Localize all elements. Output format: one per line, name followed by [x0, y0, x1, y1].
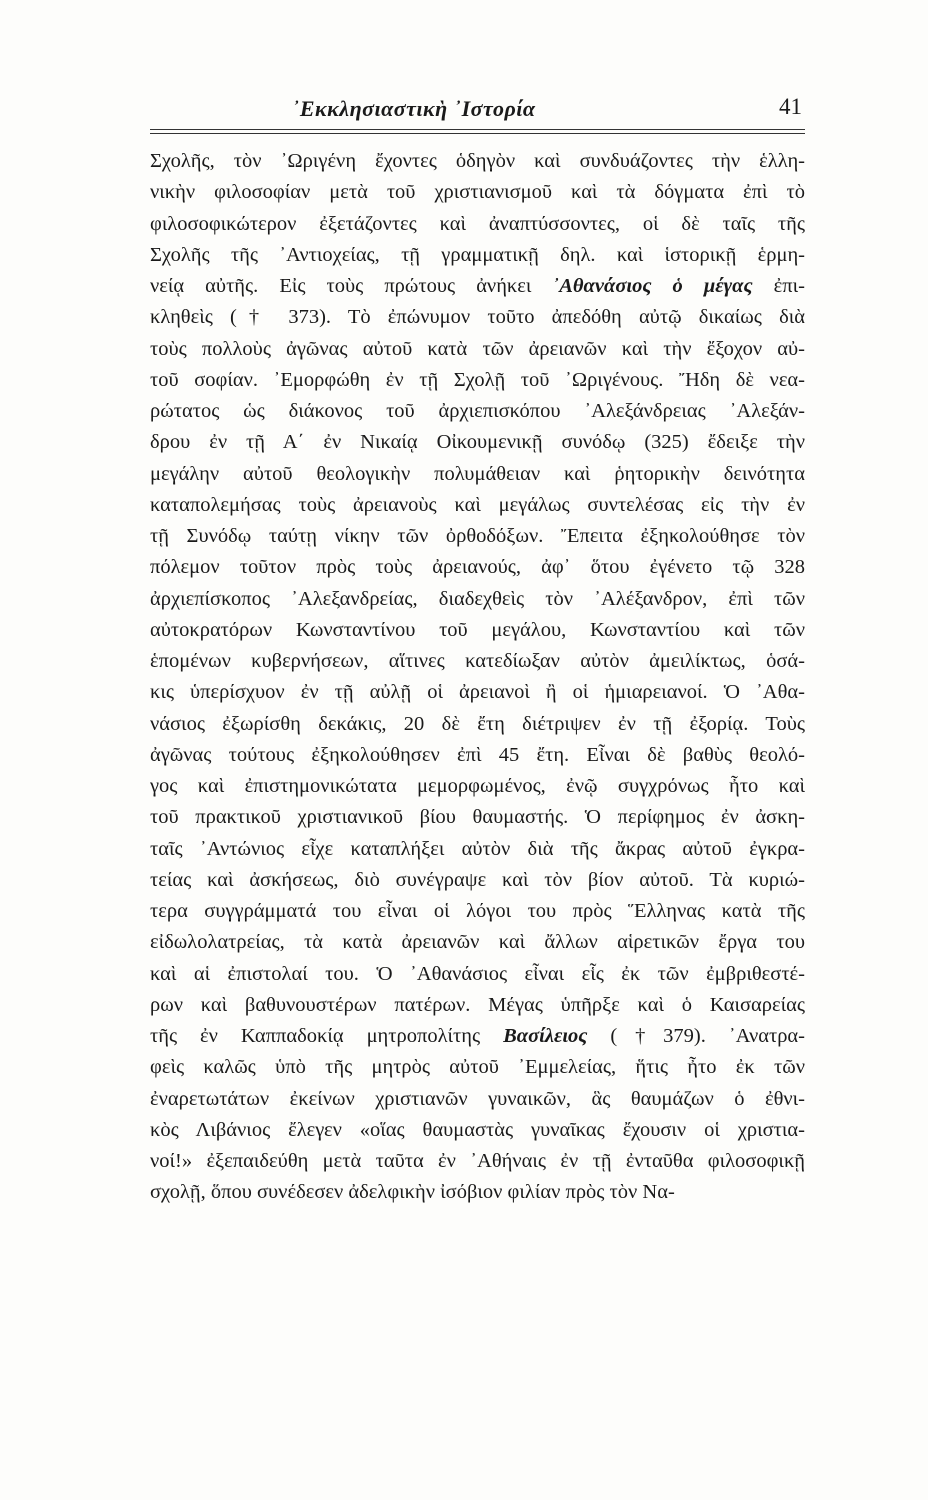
text-run: νοί!» ἐξεπαιδεύθη μετὰ ταῦτα ἐν ᾿Αθήναις ἐν τῇ ἐνταῦθα φιλοσοφικῇ — [150, 1150, 805, 1172]
text-line — [150, 427, 805, 458]
text-run: τοῦ πρακτικοῦ χριστιανικοῦ βίου θαυμαστής. Ὁ περίφημος ἐν ἀσκη- — [150, 806, 805, 829]
text-line — [150, 552, 805, 583]
text-run: καταπολεμήσας τοὺς ἀρειανοὺς καὶ μεγάλως συντελέσας εἰς τὴν ἐν — [150, 493, 805, 516]
running-title: ᾿Εκκλησιαστικὴ ᾿Ιστορία — [292, 96, 536, 121]
text-line — [150, 709, 805, 740]
text-run: ἀρχιεπίσκοπος ᾿Αλεξανδρείας, διαδεχθεὶς τὸν ᾿Αλέξανδρον, ἐπὶ τῶν — [150, 587, 805, 610]
text-run: φιλοσοφικώτερον ἐξετάζοντες καὶ ἀναπτύσσοντες, οἱ δὲ ταῖς τῆς — [150, 212, 805, 235]
emphasized-name: Βασίλειος — [503, 1025, 588, 1047]
text-line — [150, 521, 805, 552]
text-run: νάσιος ἐξωρίσθη δεκάκις, 20 δὲ ἔτη διέτριψεν ἐν τῇ ἐξορίᾳ. Τοὺς — [150, 712, 805, 735]
text-run: τείας καὶ ἀσκήσεως, διὸ συνέγραψε καὶ τὸν βίον αὐτοῦ. Τὰ κυριώ- — [150, 868, 805, 891]
text-line — [150, 990, 805, 1021]
text-line — [150, 771, 805, 802]
text-line — [150, 646, 805, 677]
text-run: ἀγῶνας τούτους ἐξηκολούθησεν ἐπὶ 45 ἔτη. Εἶναι δὲ βαθὺς θεολό- — [150, 743, 805, 766]
text-line — [150, 1146, 805, 1177]
text-line — [150, 240, 805, 271]
text-run: γος καὶ ἐπιστημονικώτατα μεμορφωμένος, ἐνῷ συγχρόνως ἦτο καὶ — [150, 775, 805, 797]
text-run: μεγάλην αὐτοῦ θεολογικὴν πολυμάθειαν καὶ ῥητορικὴν δεινότητα — [150, 462, 805, 485]
text-run: ταῖς ᾿Αντώνιος εἶχε καταπλήξει αὐτὸν διὰ τῆς ἄκρας αὐτοῦ ἐγκρα- — [150, 837, 805, 860]
text-line — [150, 677, 805, 708]
text-run: δρου ἐν τῇ Α΄ ἐν Νικαίᾳ Οἰκουμενικῇ συνόδῳ (325) ἔδειξε τὴν — [150, 431, 805, 454]
text-run: ἐπι- — [752, 275, 805, 297]
header-rule-top — [150, 129, 805, 130]
running-head — [150, 96, 850, 130]
text-run: καὶ αἱ ἐπιστολαί του. Ὁ ᾿Αθανάσιος εἶναι εἷς ἐκ τῶν ἐμβριθεστέ- — [150, 962, 805, 985]
text-run: νείᾳ αὐτῆς. Εἰς τοὺς πρώτους ἀνήκει — [150, 275, 553, 297]
text-line — [150, 1115, 805, 1146]
text-run: σχολῇ, ὅπου συνέδεσεν ἀδελφικὴν ἰσόβιον φιλίαν πρὸς τὸν Να- — [150, 1181, 675, 1204]
text-line — [150, 834, 805, 865]
text-run: Σχολῆς, τὸν ᾿Ωριγένη ἔχοντες ὁδηγὸν καὶ συνδυάζοντες τὴν ἑλλη- — [150, 150, 805, 172]
text-line — [150, 396, 805, 427]
text-line — [150, 927, 805, 958]
text-line — [150, 177, 805, 208]
text-run: τῆς ἐν Καππαδοκίᾳ μητροπολίτης — [150, 1025, 504, 1047]
text-run: κὸς Λιβάνιος ἔλεγεν «οἵας θαυμαστὰς γυναῖκας ἔχουσιν οἱ χριστια- — [150, 1118, 805, 1141]
text-line — [150, 490, 805, 521]
text-run: ἑπομένων κυβερνήσεων, αἵτινες κατεδίωξαν αὐτὸν ἀμειλίκτως, ὁσά- — [150, 650, 805, 672]
text-line — [150, 865, 805, 896]
text-run: νικὴν φιλοσοφίαν μετὰ τοῦ χριστιανισμοῦ καὶ τὰ δόγματα ἐπὶ τὸ — [150, 181, 805, 204]
text-line — [150, 896, 805, 927]
text-line — [150, 146, 805, 177]
page-number: 41 — [779, 94, 802, 119]
text-line — [150, 1052, 805, 1083]
text-run: κληθεὶς († 373). Τὸ ἐπώνυμον τοῦτο ἀπεδόθη αὐτῷ δικαίως διὰ — [150, 306, 805, 329]
text-line — [150, 365, 805, 396]
text-run: φεὶς καλῶς ὑπὸ τῆς μητρὸς αὐτοῦ ᾿Εμμελείας, ἥτις ἦτο ἐκ τῶν — [150, 1056, 805, 1079]
text-line — [150, 459, 805, 490]
text-run: τοὺς πολλοὺς ἀγῶνας αὐτοῦ κατὰ τῶν ἀρειανῶν καὶ τὴν ἔξοχον αὐ- — [150, 337, 805, 360]
text-run: κις ὑπερίσχυον ἐν τῇ αὐλῇ οἱ ἀρειανοὶ ἢ οἱ ἡμιαρειανοί. Ὁ ᾿Αθα- — [150, 681, 805, 704]
text-line — [150, 1021, 805, 1052]
text-run: ἐναρετωτάτων ἐκείνων χριστιανῶν γυναικῶν, ἃς θαυμάζων ὁ ἐθνι- — [150, 1087, 805, 1110]
text-line — [150, 1177, 805, 1208]
text-line — [150, 584, 805, 615]
text-run: τοῦ σοφίαν. ᾿Εμορφώθη ἐν τῇ Σχολῇ τοῦ ᾿Ωριγένους. Ἤδη δὲ νεα- — [150, 368, 805, 391]
emphasized-name: ᾿Αθανάσιος ὁ μέγας — [552, 275, 753, 297]
text-run: τῇ Συνόδῳ ταύτῃ νίκην τῶν ὀρθοδόξων. Ἔπειτα ἐξηκολούθησε τὸν — [150, 525, 805, 547]
text-run: Σχολῆς τῆς ᾿Αντιοχείας, τῇ γραμματικῇ δηλ. καὶ ἱστορικῇ ἑρμη- — [150, 243, 805, 266]
text-line — [150, 334, 805, 365]
text-line — [150, 302, 805, 333]
text-run: ρώτατος ὡς διάκονος τοῦ ἀρχιεπισκόπου ᾿Αλεξάνδρειας ᾿Αλεξάν- — [150, 400, 805, 422]
text-run: (†379). ᾿Ανατρα- — [587, 1025, 805, 1047]
text-line — [150, 209, 805, 240]
body-text — [150, 146, 805, 1209]
text-line — [150, 959, 805, 990]
text-line — [150, 615, 805, 646]
text-run: πόλεμον τοῦτον πρὸς τοὺς ἀρειανούς, ἀφ᾿ ὅτου ἐγένετο τῷ 328 — [150, 556, 805, 579]
text-run: αὐτοκρατόρων Κωνσταντίνου τοῦ μεγάλου, Κωνσταντίου καὶ τῶν — [150, 618, 805, 641]
text-line — [150, 271, 805, 302]
text-run: τερα συγγράμματά του εἶναι οἱ λόγοι του πρὸς Ἕλληνας κατὰ τῆς — [150, 900, 805, 922]
text-line — [150, 740, 805, 771]
text-line — [150, 802, 805, 833]
text-run: ρων καὶ βαθυνουστέρων πατέρων. Μέγας ὑπῆρξε καὶ ὁ Καισαρείας — [150, 993, 805, 1016]
text-line — [150, 1084, 805, 1115]
text-run: εἰδωλολατρείας, τὰ κατὰ ἀρειανῶν καὶ ἄλλων αἱρετικῶν ἔργα του — [150, 931, 805, 954]
header-rule-bottom — [150, 133, 805, 134]
